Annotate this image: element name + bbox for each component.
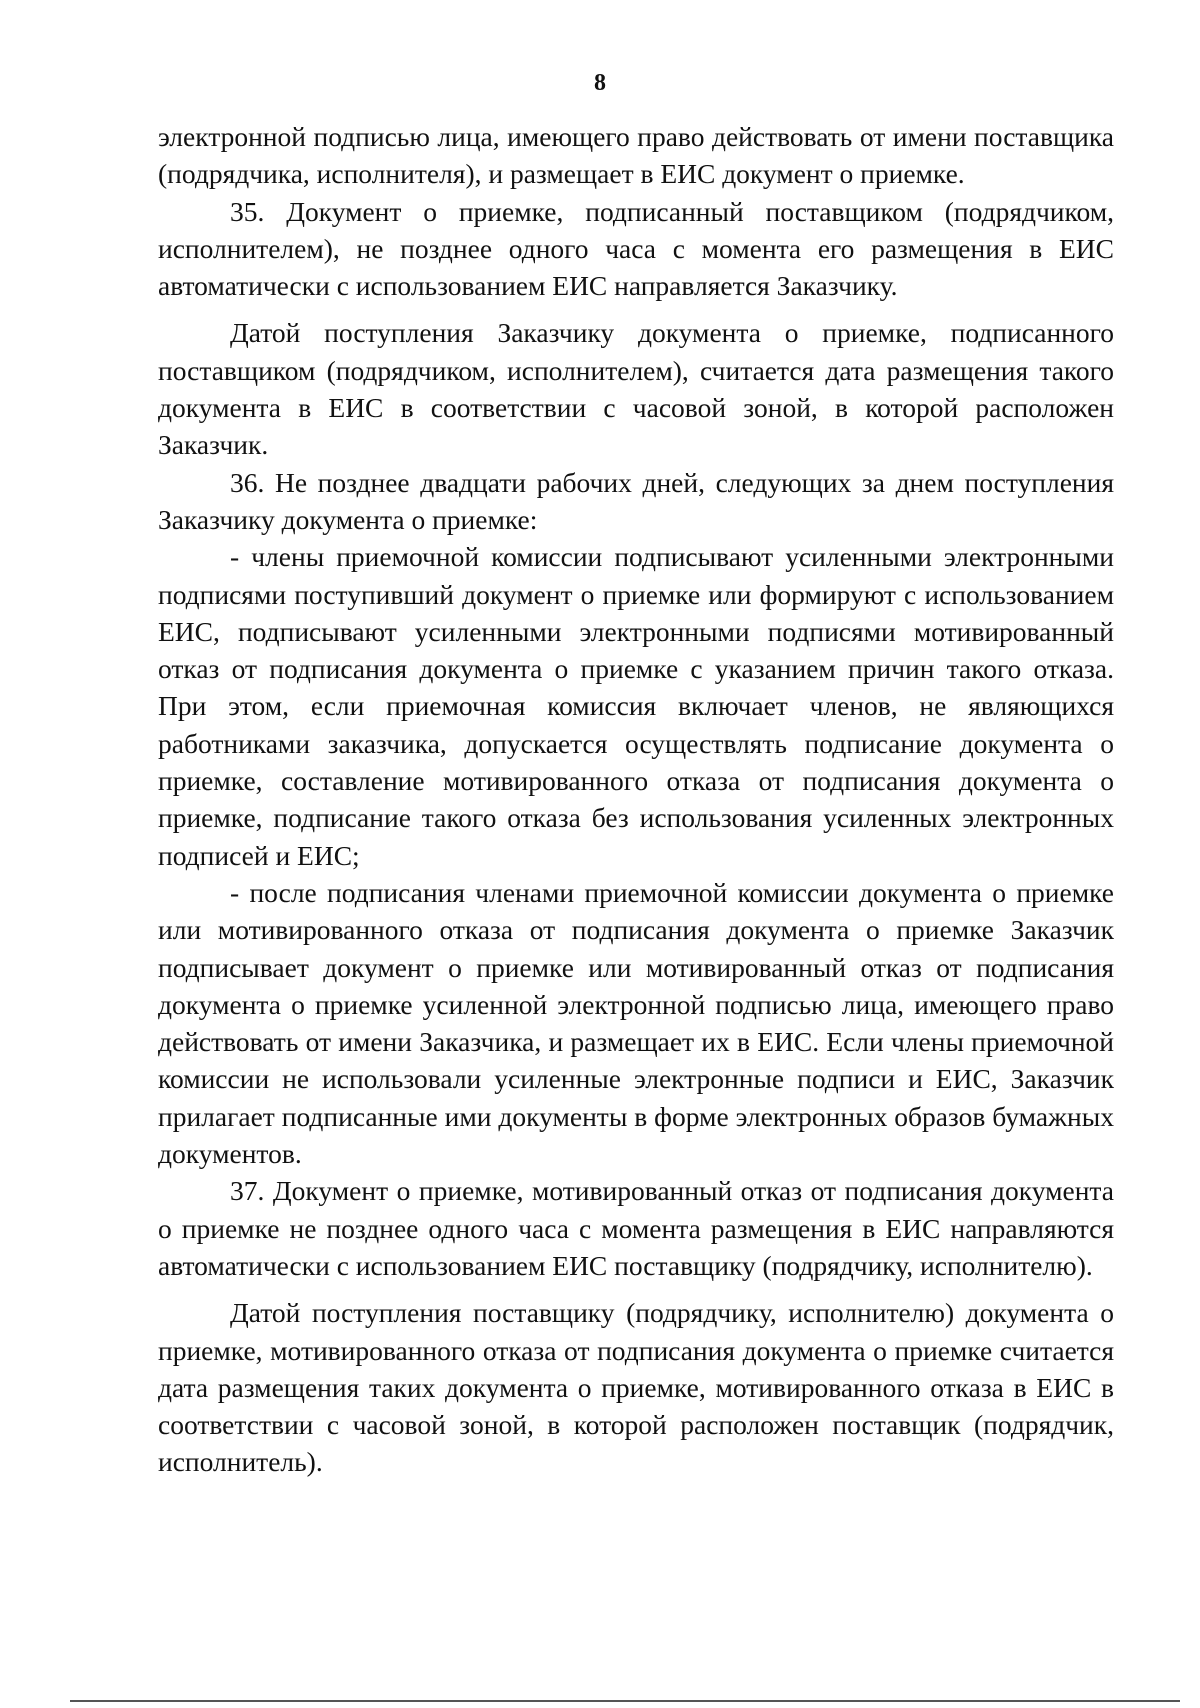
paragraph-36-item-customer: - после подписания членами приемочной комиссии документа о приемке или мотивированного отказа от подписания документа о приемке Заказчик подписывает документ о приемке или мотивированный отказ от подписания документа о приемке усиленной электронной подписью лица, имеющего право действовать от имени Заказчика, и размещает их в ЕИС. Если члены приемочной комиссии не использовали усиленные электронные подписи и ЕИС, Заказчик прилагает подписанные ими документы в форме электронных образов бумажных документов. [158,876,1114,1170]
bottom-rule [70,1700,1180,1702]
paragraph-37-receipt-date: Датой поступления поставщику (подрядчику, исполнителю) документа о приемке, мотивированного отказа от подписания документа о приемке считается дата размещения таких документа о приемке, мотивированного отказа в ЕИС в соответствии с часовой зоной, в которой расположен поставщик (подрядчик, исполнитель). [158,1297,1114,1478]
paragraph-37: 37. Документ о приемке, мотивированный отказ от подписания документа о приемке не позднее одного часа с момента размещения в ЕИС направляются автоматически с использованием ЕИС поставщику (подрядчику, исполнителю). [158,1175,1114,1281]
paragraph-continuation: электронной подписью лица, имеющего право действовать от имени поставщика (подрядчика, исполнителя), и размещает в ЕИС документ о приемке. [158,121,1114,190]
page-number: 8 [594,70,606,96]
paragraph-36: 36. Не позднее двадцати рабочих дней, следующих за днем поступления Заказчику документа о приемке: [158,466,1114,535]
document-body [158,118,1114,1481]
paragraph-36-item-commission: - члены приемочной комиссии подписывают усиленными электронными подписями поступивший документ о приемке или формируют с использованием ЕИС, подписывают усиленными электронными подписями мотивированный отказ от подписания документа о приемке с указанием причин такого отказа. При этом, если приемочная комиссия включает членов, не являющихся работниками заказчика, допускается осуществлять подписание документа о приемке, составление мотивированного отказа от подписания документа о приемке, подписание такого отказа без использования усиленных электронных подписей и ЕИС; [158,541,1114,871]
paragraph-35-receipt-date: Датой поступления Заказчику документа о приемке, подписанного поставщиком (подрядчиком, исполнителем), считается дата размещения такого документа в ЕИС в соответствии с часовой зоной, в которой расположен Заказчик. [158,317,1114,461]
paragraph-35: 35. Документ о приемке, подписанный поставщиком (подрядчиком, исполнителем), не позднее одного часа с момента его размещения в ЕИС автоматически с использованием ЕИС направляется Заказчику. [158,195,1114,302]
